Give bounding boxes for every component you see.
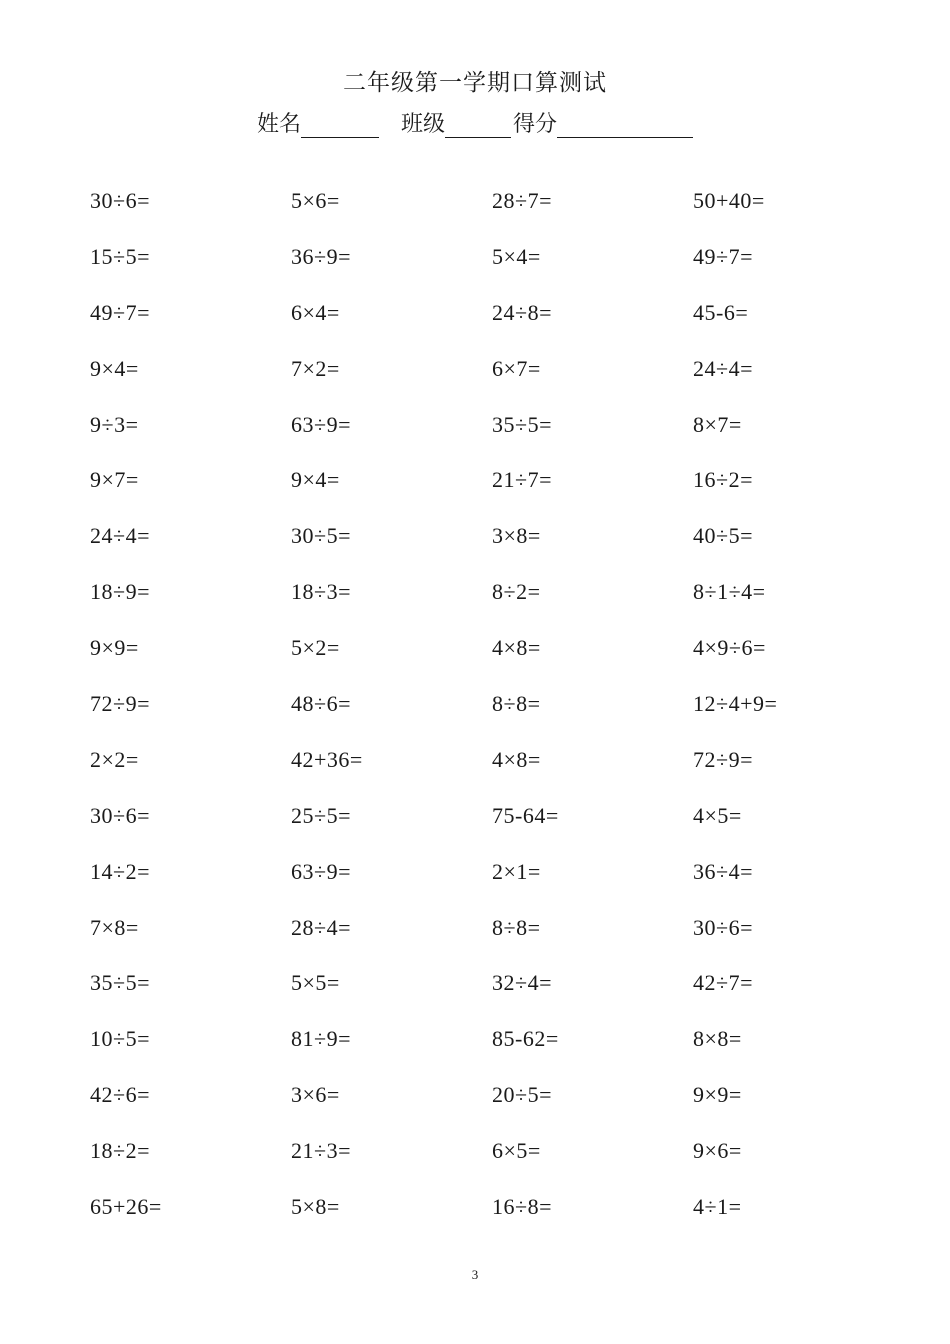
math-problem: 6×4= [291, 299, 340, 325]
problem-row [90, 173, 910, 229]
math-problem: 35÷5= [492, 411, 552, 437]
problem-row [90, 1011, 910, 1067]
math-problem: 49÷7= [693, 243, 753, 269]
math-problem: 2×2= [90, 746, 139, 772]
math-problem: 36÷9= [291, 243, 351, 269]
problem-row [90, 508, 910, 564]
math-problem: 8÷8= [492, 690, 541, 716]
math-problem: 4×9÷6= [693, 635, 766, 661]
name-label: 姓名 [256, 112, 301, 137]
problem-row [90, 1179, 910, 1235]
problem-row [90, 788, 910, 844]
math-problem: 16÷8= [492, 1193, 552, 1219]
math-problem: 28÷4= [291, 914, 351, 940]
math-problem: 24÷8= [492, 299, 552, 325]
math-problem: 63÷9= [291, 858, 351, 884]
math-problem: 20÷5= [492, 1082, 552, 1108]
math-problem: 10÷5= [90, 1026, 150, 1052]
math-problem: 36÷4= [693, 858, 753, 884]
student-info-line [0, 107, 950, 138]
problem-row [90, 452, 910, 508]
math-problem: 21÷7= [492, 467, 552, 493]
problem-row [90, 341, 910, 397]
math-problem: 8×8= [693, 1026, 742, 1052]
math-problem: 24÷4= [90, 523, 150, 549]
math-problem: 42÷6= [90, 1082, 150, 1108]
math-problem: 18÷3= [291, 579, 351, 605]
problem-row [90, 955, 910, 1011]
problem-row [90, 564, 910, 620]
problem-row [90, 285, 910, 341]
page-title: 二年级第一学期口算测试 [343, 70, 607, 96]
problem-row [90, 1067, 910, 1123]
math-problem: 12÷4+9= [693, 690, 778, 716]
problem-row [90, 397, 910, 453]
math-problem: 25÷5= [291, 802, 351, 828]
math-problem: 9÷3= [90, 411, 139, 437]
math-problem: 32÷4= [492, 970, 552, 996]
math-problem: 40÷5= [693, 523, 753, 549]
math-problem: 42÷7= [693, 970, 753, 996]
problem-row [90, 844, 910, 900]
math-problem: 35÷5= [90, 970, 150, 996]
math-problem: 9×9= [693, 1082, 742, 1108]
math-problem: 5×4= [492, 243, 541, 269]
math-problem: 8÷8= [492, 914, 541, 940]
math-problem: 16÷2= [693, 467, 753, 493]
problem-row [90, 1123, 910, 1179]
math-problem: 8×7= [693, 411, 742, 437]
math-problem: 7×2= [291, 355, 340, 381]
math-problem: 28÷7= [492, 187, 552, 213]
problem-row [90, 732, 910, 788]
math-problem: 5×6= [291, 187, 340, 213]
math-problem: 9×4= [291, 467, 340, 493]
math-problem: 30÷6= [90, 187, 150, 213]
math-problem: 6×5= [492, 1138, 541, 1164]
score-label: 得分 [513, 112, 558, 137]
class-label: 班级 [400, 112, 445, 137]
math-problem: 24÷4= [693, 355, 753, 381]
math-problem: 42+36= [291, 746, 363, 772]
math-problem: 9×7= [90, 467, 139, 493]
math-problem: 3×6= [291, 1082, 340, 1108]
math-problem: 65+26= [90, 1193, 162, 1219]
math-problem: 2×1= [492, 858, 541, 884]
math-problem: 30÷6= [693, 914, 753, 940]
math-problem: 5×2= [291, 635, 340, 661]
math-problem: 8÷2= [492, 579, 541, 605]
math-problem: 9×9= [90, 635, 139, 661]
math-problem: 72÷9= [693, 746, 753, 772]
class-blank[interactable] [445, 111, 511, 138]
math-problem: 81÷9= [291, 1026, 351, 1052]
score-field [513, 107, 693, 138]
math-problem: 9×6= [693, 1138, 742, 1164]
math-problem: 6×7= [492, 355, 541, 381]
math-problem: 14÷2= [90, 858, 150, 884]
math-problem: 18÷2= [90, 1138, 150, 1164]
math-problem: 48÷6= [291, 690, 351, 716]
problem-grid [90, 173, 910, 1235]
math-problem: 30÷5= [291, 523, 351, 549]
math-problem: 5×8= [291, 1193, 340, 1219]
math-problem: 4÷1= [693, 1193, 742, 1219]
math-problem: 85-62= [492, 1026, 559, 1052]
class-field [401, 107, 513, 138]
math-problem: 18÷9= [90, 579, 150, 605]
math-problem: 50+40= [693, 187, 765, 213]
problem-row [90, 620, 910, 676]
problem-row [90, 900, 910, 956]
math-problem: 4×8= [492, 746, 541, 772]
math-problem: 4×8= [492, 635, 541, 661]
name-field [257, 107, 401, 138]
math-problem: 72÷9= [90, 690, 150, 716]
page-number: 3 [471, 1267, 479, 1282]
math-problem: 8÷1÷4= [693, 579, 766, 605]
math-problem: 9×4= [90, 355, 139, 381]
math-problem: 21÷3= [291, 1138, 351, 1164]
problem-row [90, 676, 910, 732]
score-blank[interactable] [557, 111, 693, 138]
math-problem: 5×5= [291, 970, 340, 996]
problem-row [90, 229, 910, 285]
math-problem: 45-6= [693, 299, 749, 325]
math-problem: 63÷9= [291, 411, 351, 437]
math-problem: 30÷6= [90, 802, 150, 828]
math-problem: 4×5= [693, 802, 742, 828]
math-problem: 15÷5= [90, 243, 150, 269]
math-problem: 3×8= [492, 523, 541, 549]
math-problem: 75-64= [492, 802, 559, 828]
name-blank[interactable] [301, 111, 379, 138]
math-problem: 7×8= [90, 914, 139, 940]
math-problem: 49÷7= [90, 299, 150, 325]
